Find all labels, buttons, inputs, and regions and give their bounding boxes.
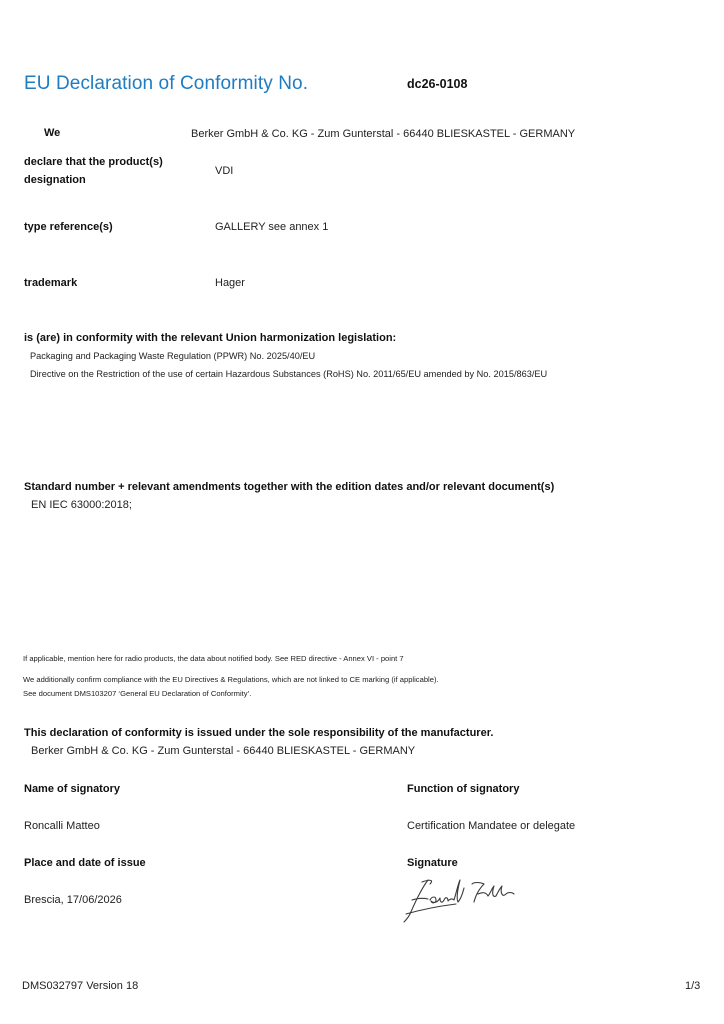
document-title: EU Declaration of Conformity No. bbox=[24, 73, 309, 94]
type-reference-label: type reference(s) bbox=[24, 221, 113, 233]
signatory-function-label: Function of signatory bbox=[407, 783, 520, 795]
page-number: 1/3 bbox=[685, 980, 701, 992]
place-date-label: Place and date of issue bbox=[24, 857, 146, 869]
signatory-name: Roncalli Matteo bbox=[24, 820, 100, 832]
we-label: We bbox=[44, 127, 61, 139]
place-date-value: Brescia, 17/06/2026 bbox=[24, 894, 122, 906]
general-declaration-reference: See document DMS103207 ‘General EU Declaration of Conformity’. bbox=[23, 689, 252, 698]
declaration-number: dc26-0108 bbox=[407, 77, 468, 91]
radio-note: If applicable, mention here for radio products, the data about notified body. See RED directive - Annex VI - point 7 bbox=[23, 654, 404, 663]
manufacturer-address: Berker GmbH & Co. KG - Zum Gunterstal - 66440 BLIESKASTEL - GERMANY bbox=[31, 745, 416, 757]
legislation-heading: is (are) in conformity with the relevant Union harmonization legislation: bbox=[24, 332, 397, 344]
trademark-label: trademark bbox=[24, 277, 78, 289]
designation-label-line2: designation bbox=[24, 174, 86, 186]
additional-compliance-note: We additionally confirm compliance with the EU Directives & Regulations, which are not linked to CE marking (if applicable). bbox=[23, 675, 439, 684]
trademark-value: Hager bbox=[215, 277, 245, 289]
designation-label-line1: declare that the product(s) bbox=[24, 156, 163, 168]
type-reference-value: GALLERY see annex 1 bbox=[215, 221, 329, 233]
signatory-function: Certification Mandatee or delegate bbox=[407, 820, 576, 832]
responsibility-statement: This declaration of conformity is issued under the sole responsibility of the manufacturer. bbox=[24, 727, 494, 739]
standards-value: EN IEC 63000:2018; bbox=[31, 499, 132, 511]
signature-label: Signature bbox=[407, 857, 458, 869]
legislation-item: Directive on the Restriction of the use of certain Hazardous Substances (RoHS) No. 2011/65/EU amended by No. 2015/863/EU bbox=[30, 369, 548, 379]
legislation-item: Packaging and Packaging Waste Regulation (PPWR) No. 2025/40/EU bbox=[30, 351, 316, 361]
designation-value: VDI bbox=[215, 165, 234, 177]
standards-heading: Standard number + relevant amendments together with the edition dates and/or relevant document(s) bbox=[24, 481, 555, 493]
document-version: DMS032797 Version 18 bbox=[22, 980, 139, 992]
signatory-name-label: Name of signatory bbox=[24, 783, 120, 795]
handwritten-signature bbox=[400, 874, 520, 926]
we-company: Berker GmbH & Co. KG - Zum Gunterstal - 66440 BLIESKASTEL - GERMANY bbox=[191, 128, 576, 140]
